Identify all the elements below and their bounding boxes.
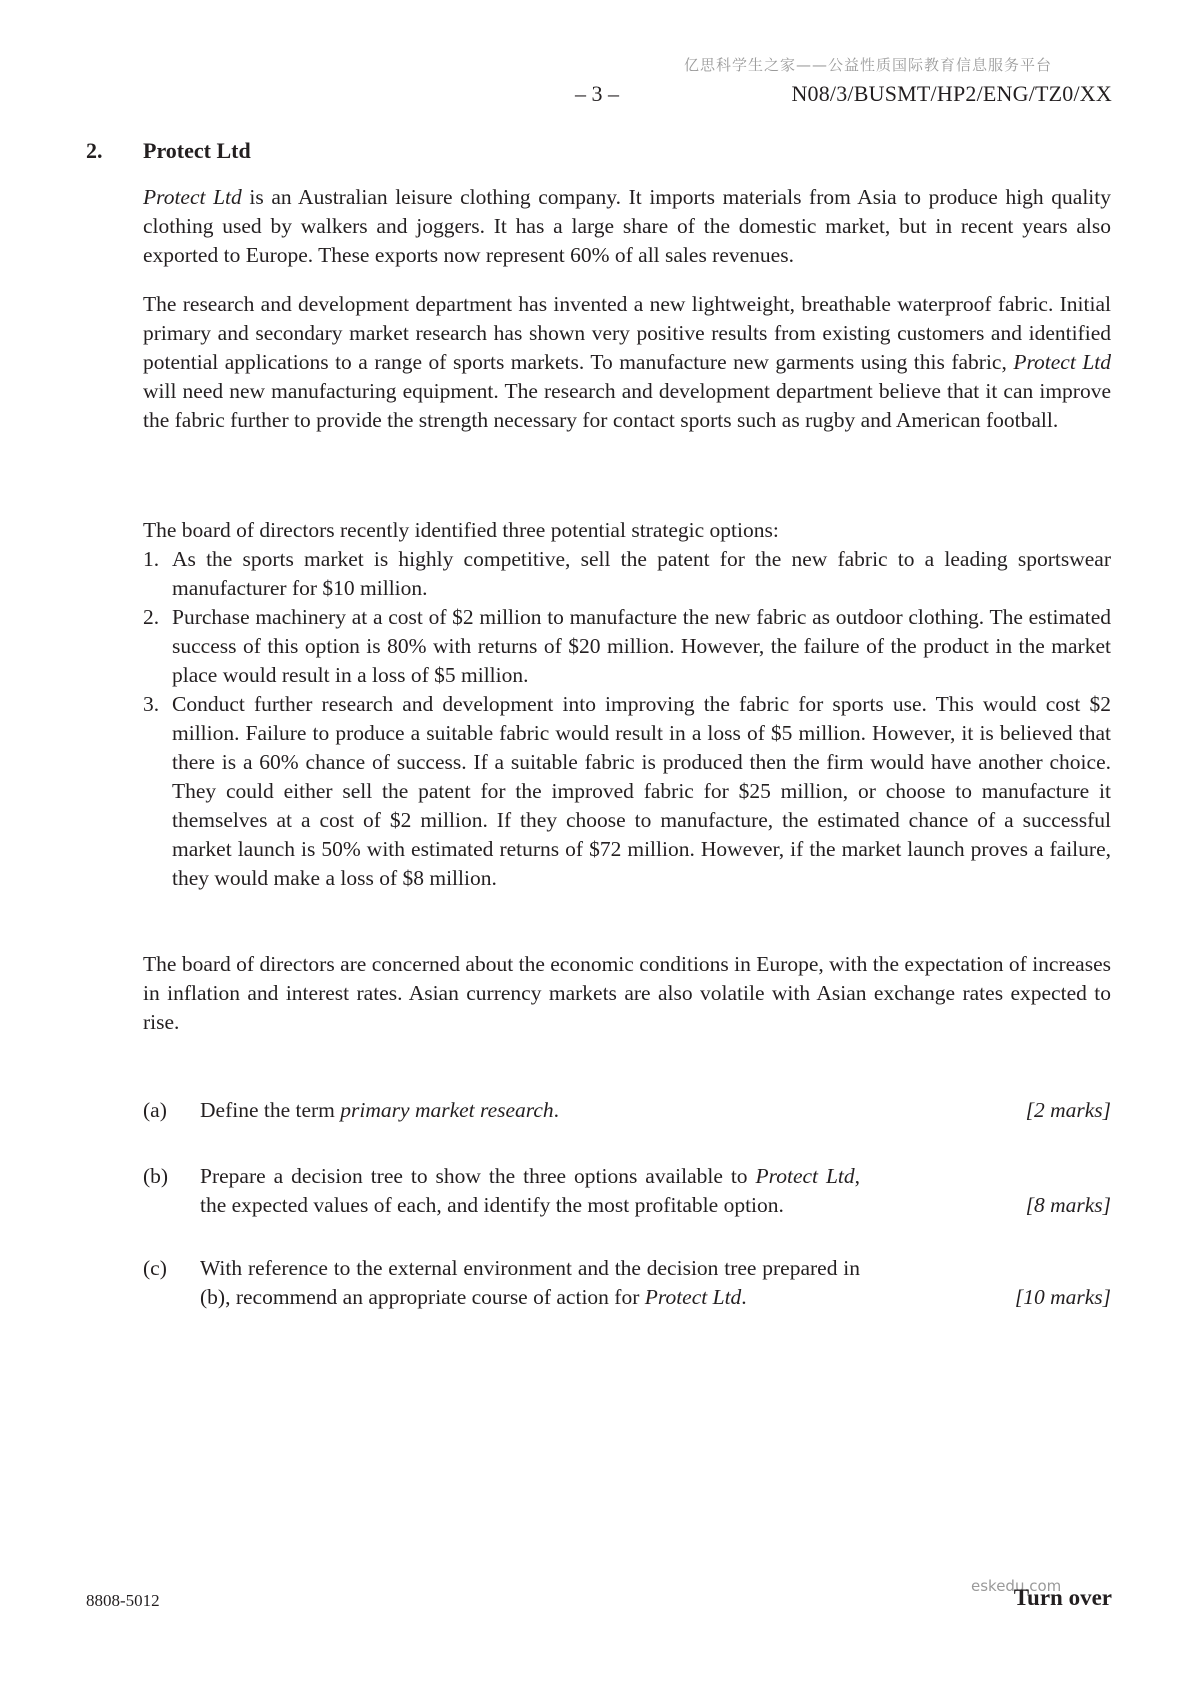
option-item <box>143 603 1111 690</box>
footer-code: 8808-5012 <box>86 1591 160 1610</box>
intro-paragraph <box>143 183 1111 270</box>
marks-label: [2 marks] <box>1025 1098 1111 1122</box>
question-title: Protect Ltd <box>143 138 251 163</box>
footer-watermark: eskedu.com <box>971 1577 1062 1595</box>
intro-text: is an Australian leisure clothing company. It imports materials from Asia to produce high quality clothing used by walkers and joggers. It has a large share of the domestic market, but in recent years also exported to Europe. These exports now represent 60% of all sales revenues. <box>143 185 1111 267</box>
company-name: Protect Ltd <box>143 185 242 209</box>
marks-label: [10 marks] <box>1014 1285 1111 1309</box>
company-name-inline: Protect Ltd <box>1013 350 1111 374</box>
rd-paragraph <box>143 290 1111 435</box>
rd-text-1: The research and development department has invented a new lightweight, breathable waterproof fabric. Initial primary and secondary market research has shown very positive results from existing customers and identified potential applications to a range of sports markets. To manufacture new garments using this fabric, <box>143 292 1111 374</box>
subquestion-text: Prepare a decision tree to show the three options available to Protect Ltd, the expected values of each, and identify the most profitable option. <box>200 1164 861 1217</box>
option-number: 3. <box>143 692 160 716</box>
turn-over: Turn over <box>1013 1585 1112 1610</box>
option-number: 2. <box>143 605 160 629</box>
options-list <box>143 545 1111 893</box>
option-item <box>143 545 1111 603</box>
subquestion-text: Define the term primary market research. <box>200 1098 560 1122</box>
subquestion-label: (b) <box>143 1164 169 1188</box>
question-number: 2. <box>86 138 103 163</box>
option-text: Conduct further research and development into improving the fabric for sports use. This would cost $2 million. Failure to produce a suitable fabric would result in a loss of $5 million. However, it is believed that there is a 60% chance of success. If a suitable fabric is produced then the firm would have another choice. They could either sell the patent for the improved fabric for $25 million, or choose to manufacture it themselves at a cost of $2 million. If they choose to manufacture, the estimated chance of a successful market launch is 50% with estimated returns of $72 million. However, if the market launch proves a failure, they would make a loss of $8 million. <box>172 692 1111 890</box>
options-intro: The board of directors recently identified three potential strategic options: <box>143 518 779 542</box>
header-watermark: 亿思科学生之家——公益性质国际教育信息服务平台 <box>684 56 1053 74</box>
subquestion-text: With reference to the external environment and the decision tree prepared in (b), recommend an appropriate course of action for Protect Ltd. <box>200 1256 860 1309</box>
option-item <box>143 690 1111 893</box>
option-number: 1. <box>143 547 160 571</box>
subquestion-label: (c) <box>143 1256 167 1280</box>
conclusion-paragraph: The board of directors are concerned about the economic conditions in Europe, with the expectation of increases in inflation and interest rates. Asian currency markets are also volatile with Asian exchange rates expected to rise. <box>143 952 1111 1034</box>
page-number: – 3 – <box>575 81 619 106</box>
option-text: As the sports market is highly competitive, sell the patent for the new fabric to a leading sportswear manufacturer for $10 million. <box>172 547 1111 600</box>
subquestion-label: (a) <box>143 1098 167 1122</box>
paper-code: N08/3/BUSMT/HP2/ENG/TZ0/XX <box>791 81 1112 106</box>
marks-label: [8 marks] <box>1025 1193 1111 1217</box>
option-text: Purchase machinery at a cost of $2 million to manufacture the new fabric as outdoor clothing. The estimated success of this option is 80% with returns of $20 million. However, the failure of the product in the market place would result in a loss of $5 million. <box>172 605 1111 687</box>
rd-text-2: will need new manufacturing equipment. The research and development department believe that it can improve the fabric further to provide the strength necessary for contact sports such as rugby and American football. <box>143 379 1111 432</box>
